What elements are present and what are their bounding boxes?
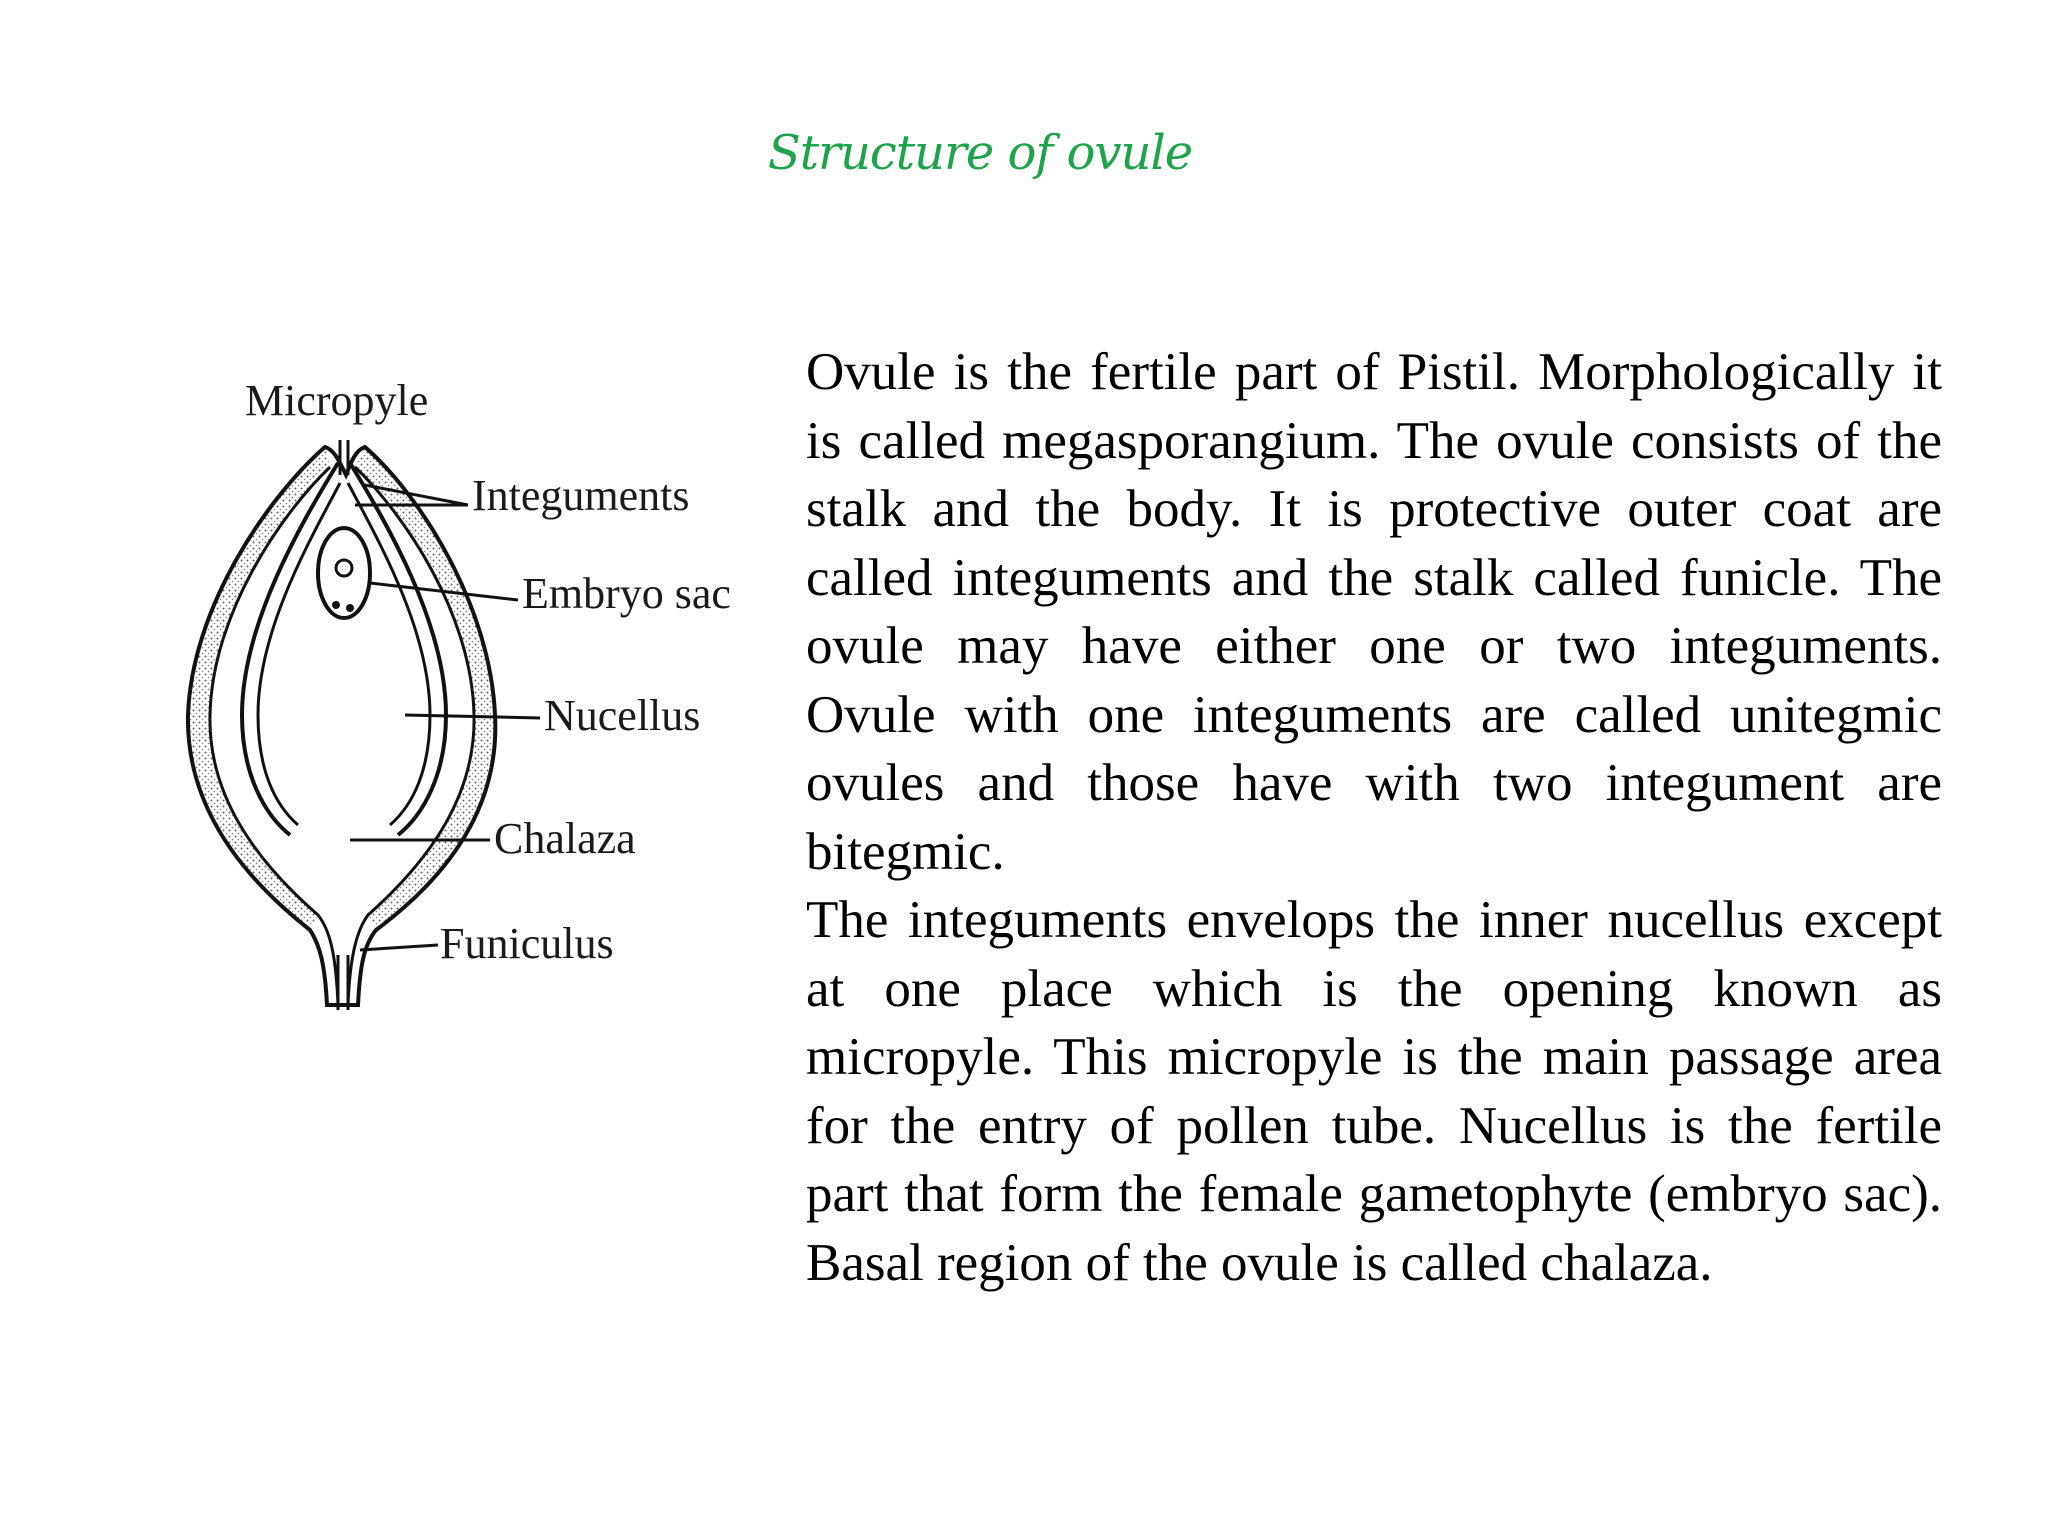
label-embryo-sac: Embryo sac [522,569,731,618]
label-integuments: Integuments [472,471,690,520]
ovule-diagram [150,355,790,1015]
funiculus-stalk [338,955,348,1010]
embryo-sac [318,528,370,618]
antipodal-cell [346,604,354,612]
nucellus-leader [405,715,540,718]
slide-title: Structure of ovule [767,125,1193,181]
label-nucellus: Nucellus [544,691,701,740]
label-micropyle: Micropyle [245,376,429,425]
antipodal-cell [332,601,340,609]
body-text [806,338,1942,1297]
paragraph-ovule-definition: Ovule is the fertile part of Pistil. Morphologically it is called megasporangium. The ovule consists of the stalk and the body. It is protective outer coat are called integuments and the stalk called funicle. The ovule may have either one or two integuments. Ovule with one integuments are called unitegmic ovules and those have with two integument are bitegmic. [806,343,1942,881]
paragraph-integuments-micropyle: The integuments envelops the inner nucellus except at one place which is the opening known as micropyle. This micropyle is the main passage area for the entry of pollen tube. Nucellus is the fertile part that form the female gametophyte (embryo sac). Basal region of the ovule is called chalaza. [806,891,1942,1292]
funiculus-leader [360,945,438,950]
outer-integument-stipple [188,447,495,930]
label-chalaza: Chalaza [494,814,636,863]
label-funiculus: Funiculus [440,919,614,968]
ovule-illustration [150,355,790,1015]
